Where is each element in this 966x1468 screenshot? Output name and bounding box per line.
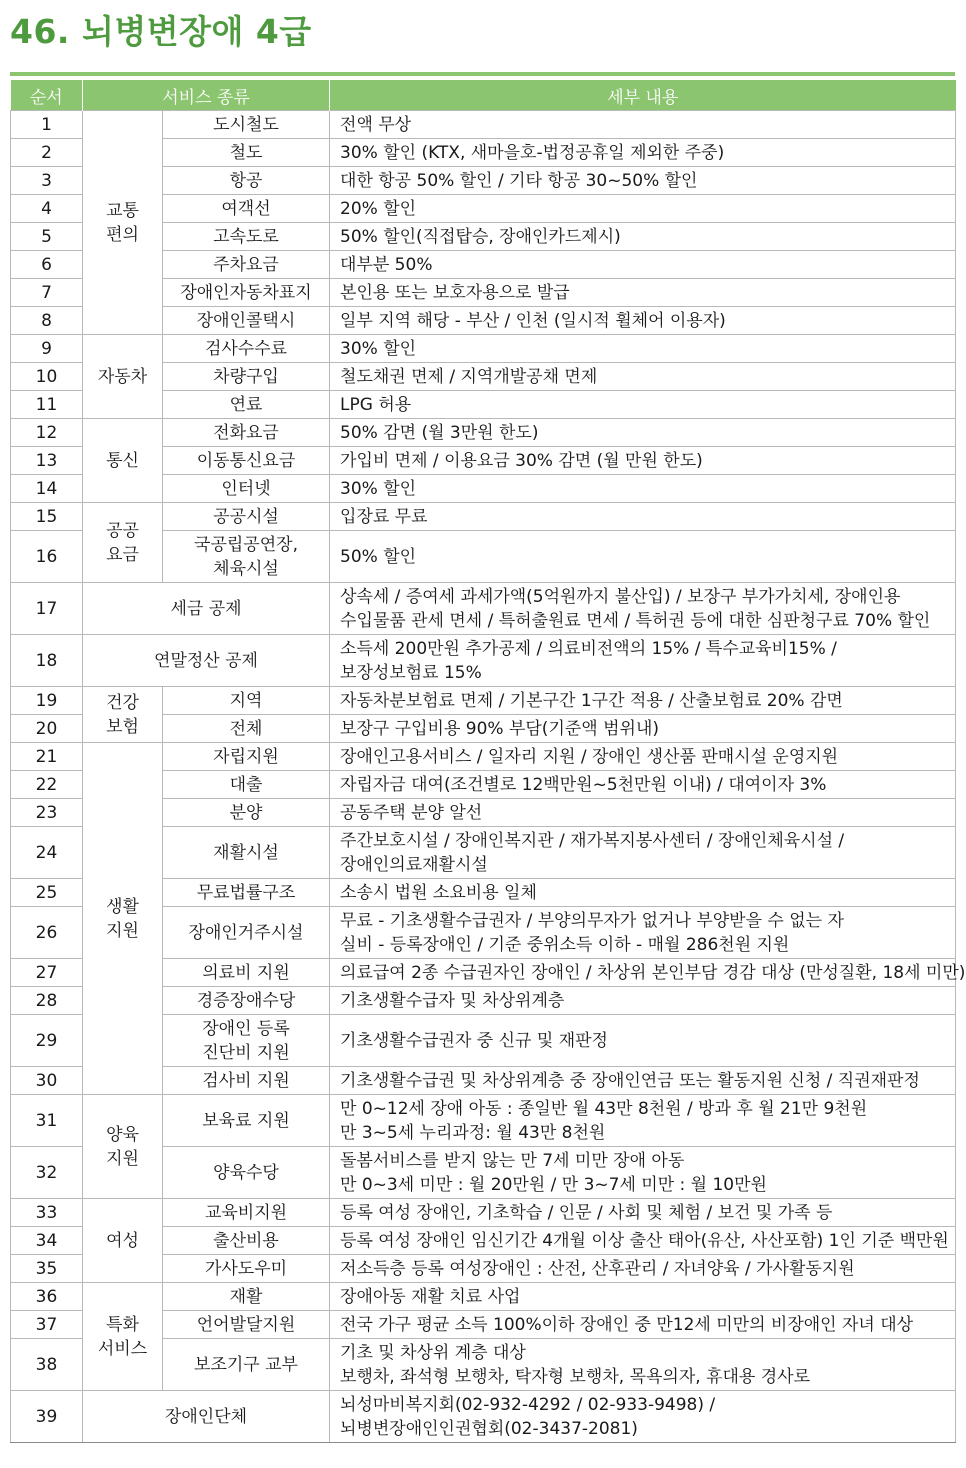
row-number: 3 [11, 167, 83, 195]
service-type [163, 531, 330, 583]
service-detail [330, 987, 956, 1015]
cell-line: 30% 할인 (KTX, 새마을호-법정공휴일 제외한 주중) [340, 142, 725, 163]
row-number: 30 [11, 1067, 83, 1095]
service-detail [330, 531, 956, 583]
row-number: 35 [11, 1255, 83, 1283]
cell-line: 만 0~3세 미만 : 월 20만원 / 만 3~7세 미만 : 월 10만원 [340, 1174, 767, 1195]
cell-line: 가사도우미 [204, 1258, 288, 1279]
row-number: 7 [11, 279, 83, 307]
cell-line: 전체 [229, 718, 263, 739]
service-type [163, 195, 330, 223]
cell-line: 생활 [106, 896, 139, 917]
table-row [11, 1283, 956, 1311]
cell-line: 무료법률구조 [196, 882, 296, 903]
service-type [163, 1095, 330, 1147]
cell-line: 공동주택 분양 알선 [340, 802, 483, 823]
cell-line: 전액 무상 [340, 114, 412, 135]
service-detail [330, 1015, 956, 1067]
row-number: 28 [11, 987, 83, 1015]
row-number: 29 [11, 1015, 83, 1067]
cell-line: 교육비지원 [204, 1202, 288, 1223]
service-category: 장애인단체 [83, 1391, 330, 1443]
cell-line: 서비스 [97, 1338, 148, 1359]
row-number: 33 [11, 1199, 83, 1227]
cell-line: 30% 할인 [340, 478, 417, 499]
cell-line: 실비 - 등록장애인 / 기준 중위소득 이하 - 매월 286천원 지원 [340, 934, 790, 955]
cell-line: 기초 및 차상위 계층 대상 [340, 1342, 526, 1363]
row-number: 13 [11, 447, 83, 475]
cell-line: 건강 [106, 692, 139, 713]
cell-line: 대출 [229, 774, 263, 795]
cell-line: 뇌성마비복지회(02-932-4292 / 02-933-9498) / [340, 1394, 716, 1415]
table-row [11, 1391, 956, 1443]
service-detail [330, 1339, 956, 1391]
cell-line: 만 3~5세 누리과정: 월 43만 8천원 [340, 1122, 606, 1143]
cell-line: 언어발달지원 [196, 1314, 296, 1335]
row-number: 18 [11, 635, 83, 687]
row-number: 23 [11, 799, 83, 827]
row-number: 36 [11, 1283, 83, 1311]
cell-line: 의료급여 2종 수급권자인 장애인 / 차상위 본인부담 경감 대상 (만성질환, 18세 미만) [340, 962, 966, 983]
cell-line: 여객선 [221, 198, 271, 219]
service-detail [330, 419, 956, 447]
cell-line: 소송시 법원 소요비용 일체 [340, 882, 537, 903]
service-type [163, 987, 330, 1015]
service-type [163, 363, 330, 391]
service-type [163, 799, 330, 827]
service-category [83, 503, 163, 583]
cell-line: 전국 가구 평균 소득 100%이하 장애인 중 만12세 미만의 비장애인 자녀 대상 [340, 1314, 914, 1335]
service-type [163, 167, 330, 195]
table-row [11, 687, 956, 715]
service-detail [330, 475, 956, 503]
cell-line: 장애인콜택시 [196, 310, 296, 331]
service-detail [330, 743, 956, 771]
cell-line: 장애인 등록 [202, 1018, 290, 1039]
service-category: 연말정산 공제 [83, 635, 330, 687]
service-detail [330, 715, 956, 743]
cell-line: 고속도로 [213, 226, 279, 247]
service-type [163, 503, 330, 531]
service-type [163, 1255, 330, 1283]
cell-line: 도시철도 [213, 114, 279, 135]
service-type [163, 1199, 330, 1227]
service-type [163, 335, 330, 363]
table-row [11, 419, 956, 447]
service-category [83, 687, 163, 743]
cell-line: 상속세 / 증여세 과세가액(5억원까지 불산입) / 보장구 부가가치세, 장애인용 [340, 586, 901, 607]
cell-line: 양육 [106, 1124, 139, 1145]
header-detail: 세부 내용 [330, 80, 956, 111]
service-detail [330, 363, 956, 391]
row-number: 12 [11, 419, 83, 447]
cell-line: 체육시설 [213, 558, 279, 579]
service-type [163, 743, 330, 771]
cell-line: 공공 [106, 520, 139, 541]
cell-line: 30% 할인 [340, 338, 417, 359]
table-row [11, 335, 956, 363]
service-type [163, 771, 330, 799]
cell-line: 기초생활수급권자 중 신규 및 재판정 [340, 1030, 608, 1051]
service-detail [330, 279, 956, 307]
service-type [163, 391, 330, 419]
service-detail [330, 1147, 956, 1199]
cell-line: 보장성보험료 15% [340, 662, 482, 683]
cell-line: 분양 [229, 802, 263, 823]
service-type [163, 907, 330, 959]
cell-line: 재활시설 [213, 842, 279, 863]
service-detail [330, 583, 956, 635]
service-category: 통신 [83, 419, 163, 503]
row-number: 8 [11, 307, 83, 335]
service-type [163, 1147, 330, 1199]
row-number: 32 [11, 1147, 83, 1199]
row-number: 26 [11, 907, 83, 959]
cell-line: 소득세 200만원 추가공제 / 의료비전액의 15% / 특수교육비15% / [340, 638, 837, 659]
service-category [83, 1283, 163, 1391]
title-divider [10, 72, 955, 76]
cell-line: 50% 감면 (월 3만원 한도) [340, 422, 539, 443]
cell-line: 장애인고용서비스 / 일자리 지원 / 장애인 생산품 판매시설 운영지원 [340, 746, 839, 767]
row-number: 27 [11, 959, 83, 987]
cell-line: 자립자금 대여(조건별로 12백만원~5천만원 이내) / 대여이자 3% [340, 774, 827, 795]
service-detail [330, 503, 956, 531]
row-number: 11 [11, 391, 83, 419]
service-type [163, 139, 330, 167]
cell-line: 장애인의료재활시설 [340, 854, 488, 875]
row-number: 37 [11, 1311, 83, 1339]
cell-line: 국공립공연장, [194, 534, 298, 555]
service-detail [330, 1283, 956, 1311]
row-number: 1 [11, 111, 83, 139]
row-number: 34 [11, 1227, 83, 1255]
header-service: 서비스 종류 [83, 80, 330, 111]
cell-line: 등록 여성 장애인 임신기간 4개월 이상 출산 태아(유산, 사산포함) 1인 기준 백만원 [340, 1230, 949, 1251]
cell-line: 돌봄서비스를 받지 않는 만 7세 미만 장애 아동 [340, 1150, 685, 1171]
service-detail [330, 167, 956, 195]
header-order: 순서 [11, 80, 83, 111]
cell-line: 양육수당 [213, 1162, 279, 1183]
cell-line: 특화 [106, 1314, 139, 1335]
cell-line: 장애인거주시설 [188, 922, 304, 943]
cell-line: 보육료 지원 [202, 1110, 290, 1131]
service-detail [330, 907, 956, 959]
cell-line: 등록 여성 장애인, 기초학습 / 인문 / 사회 및 체험 / 보건 및 가족 등 [340, 1202, 833, 1223]
cell-line: LPG 허용 [340, 394, 412, 415]
service-category [83, 111, 163, 335]
service-detail [330, 959, 966, 987]
service-type [163, 1311, 330, 1339]
service-detail [330, 1067, 956, 1095]
service-category: 세금 공제 [83, 583, 330, 635]
service-detail [330, 111, 956, 139]
service-type [163, 1015, 330, 1067]
service-type [163, 959, 330, 987]
cell-line: 지역 [229, 690, 263, 711]
cell-line: 연료 [229, 394, 263, 415]
row-number: 19 [11, 687, 83, 715]
cell-line: 경증장애수당 [196, 990, 296, 1011]
service-detail [330, 307, 956, 335]
cell-line: 철도 [229, 142, 263, 163]
row-number: 14 [11, 475, 83, 503]
cell-line: 의료비 지원 [202, 962, 290, 983]
row-number: 22 [11, 771, 83, 799]
cell-line: 50% 할인 [340, 546, 417, 567]
service-detail [330, 223, 956, 251]
row-number: 5 [11, 223, 83, 251]
cell-line: 보행차, 좌석형 보행차, 탁자형 보행차, 목욕의자, 휴대용 경사로 [340, 1366, 811, 1387]
row-number: 17 [11, 583, 83, 635]
service-category [83, 1095, 163, 1199]
service-category: 여성 [83, 1199, 163, 1283]
cell-line: 항공 [229, 170, 263, 191]
table-row [11, 1095, 956, 1147]
service-detail [330, 879, 956, 907]
cell-line: 장애아동 재활 치료 사업 [340, 1286, 521, 1307]
cell-line: 기초생활수급자 및 차상위계층 [340, 990, 565, 1011]
service-detail [330, 1199, 956, 1227]
service-type [163, 419, 330, 447]
service-type [163, 223, 330, 251]
cell-line: 편의 [106, 224, 139, 245]
row-number: 24 [11, 827, 83, 879]
row-number: 31 [11, 1095, 83, 1147]
service-type [163, 251, 330, 279]
service-detail [330, 635, 956, 687]
cell-line: 대부분 50% [340, 254, 433, 275]
service-detail [330, 251, 956, 279]
service-detail [330, 335, 956, 363]
service-table [10, 80, 966, 1443]
service-detail [330, 1391, 956, 1443]
service-type [163, 1339, 330, 1391]
table-row [11, 743, 956, 771]
row-number: 4 [11, 195, 83, 223]
cell-line: 장애인자동차표지 [180, 282, 312, 303]
cell-line: 기초생활수급권 및 차상위계층 중 장애인연금 또는 활동지원 신청 / 직권재판정 [340, 1070, 920, 1091]
row-number: 2 [11, 139, 83, 167]
cell-line: 일부 지역 해당 - 부산 / 인천 (일시적 휠체어 이용자) [340, 310, 726, 331]
cell-line: 검사수수료 [204, 338, 288, 359]
service-detail [330, 1095, 956, 1147]
cell-line: 공공시설 [213, 506, 279, 527]
cell-line: 출산비용 [213, 1230, 279, 1251]
cell-line: 차량구입 [213, 366, 279, 387]
cell-line: 입장료 무료 [340, 506, 428, 527]
cell-line: 요금 [106, 544, 139, 565]
cell-line: 주차요금 [213, 254, 279, 275]
cell-line: 지원 [106, 920, 139, 941]
service-type [163, 1067, 330, 1095]
cell-line: 자립지원 [213, 746, 279, 767]
service-detail [330, 447, 956, 475]
table-row [11, 635, 956, 687]
row-number: 38 [11, 1339, 83, 1391]
service-detail [330, 391, 956, 419]
service-type [163, 879, 330, 907]
cell-line: 가입비 면제 / 이용요금 30% 감면 (월 만원 한도) [340, 450, 703, 471]
service-detail [330, 1311, 956, 1339]
service-category: 자동차 [83, 335, 163, 419]
cell-line: 이동통신요금 [196, 450, 296, 471]
service-type [163, 447, 330, 475]
service-detail [330, 687, 956, 715]
cell-line: 주간보호시설 / 장애인복지관 / 재가복지봉사센터 / 장애인체육시설 / [340, 830, 845, 851]
table-row [11, 1199, 956, 1227]
cell-line: 본인용 또는 보호자용으로 발급 [340, 282, 570, 303]
cell-line: 보험 [106, 716, 139, 737]
cell-line: 재활 [229, 1286, 263, 1307]
cell-line: 만 0~12세 장애 아동 : 종일반 월 43만 8천원 / 방과 후 월 21만 9천원 [340, 1098, 868, 1119]
table-body [11, 111, 966, 1443]
cell-line: 저소득층 등록 여성장애인 : 산전, 산후관리 / 자녀양육 / 가사활동지원 [340, 1258, 855, 1279]
cell-line: 자동차분보험료 면제 / 기본구간 1구간 적용 / 산출보험료 20% 감면 [340, 690, 843, 711]
service-detail [330, 771, 956, 799]
cell-line: 교통 [106, 200, 139, 221]
service-category [83, 743, 163, 1095]
cell-line: 전화요금 [213, 422, 279, 443]
row-number: 39 [11, 1391, 83, 1443]
row-number: 6 [11, 251, 83, 279]
table-header-row [11, 80, 956, 111]
service-type [163, 111, 330, 139]
service-type [163, 307, 330, 335]
service-type [163, 715, 330, 743]
cell-line: 인터넷 [221, 478, 271, 499]
cell-line: 20% 할인 [340, 198, 417, 219]
service-detail [330, 139, 956, 167]
cell-line: 뇌병변장애인인권협회(02-3437-2081) [340, 1418, 638, 1439]
row-number: 16 [11, 531, 83, 583]
service-type [163, 827, 330, 879]
service-detail [330, 195, 956, 223]
row-number: 15 [11, 503, 83, 531]
row-number: 20 [11, 715, 83, 743]
table-row [11, 583, 956, 635]
service-type [163, 1227, 330, 1255]
service-type [163, 475, 330, 503]
service-detail [330, 827, 956, 879]
row-number: 25 [11, 879, 83, 907]
page-title: 46. 뇌병변장애 4급 [10, 12, 312, 51]
service-detail [330, 1227, 956, 1255]
cell-line: 검사비 지원 [202, 1070, 290, 1091]
row-number: 9 [11, 335, 83, 363]
service-type [163, 687, 330, 715]
service-type [163, 279, 330, 307]
row-number: 10 [11, 363, 83, 391]
service-detail [330, 1255, 956, 1283]
cell-line: 보장구 구입비용 90% 부담(기준액 범위내) [340, 718, 660, 739]
cell-line: 진단비 지원 [202, 1042, 290, 1063]
table-row [11, 111, 956, 139]
cell-line: 보조기구 교부 [194, 1354, 298, 1375]
cell-line: 50% 할인(직접탑승, 장애인카드제시) [340, 226, 621, 247]
service-detail [330, 799, 956, 827]
cell-line: 무료 - 기초생활수급권자 / 부양의무자가 없거나 부양받을 수 없는 자 [340, 910, 844, 931]
cell-line: 철도채권 면제 / 지역개발공채 면제 [340, 366, 598, 387]
row-number: 21 [11, 743, 83, 771]
service-type [163, 1283, 330, 1311]
table-row [11, 503, 956, 531]
cell-line: 지원 [106, 1148, 139, 1169]
cell-line: 대한 항공 50% 할인 / 기타 항공 30~50% 할인 [340, 170, 698, 191]
cell-line: 수입물품 관세 면세 / 특허출원료 면세 / 특허권 등에 대한 심판청구료 70% 할인 [340, 610, 931, 631]
